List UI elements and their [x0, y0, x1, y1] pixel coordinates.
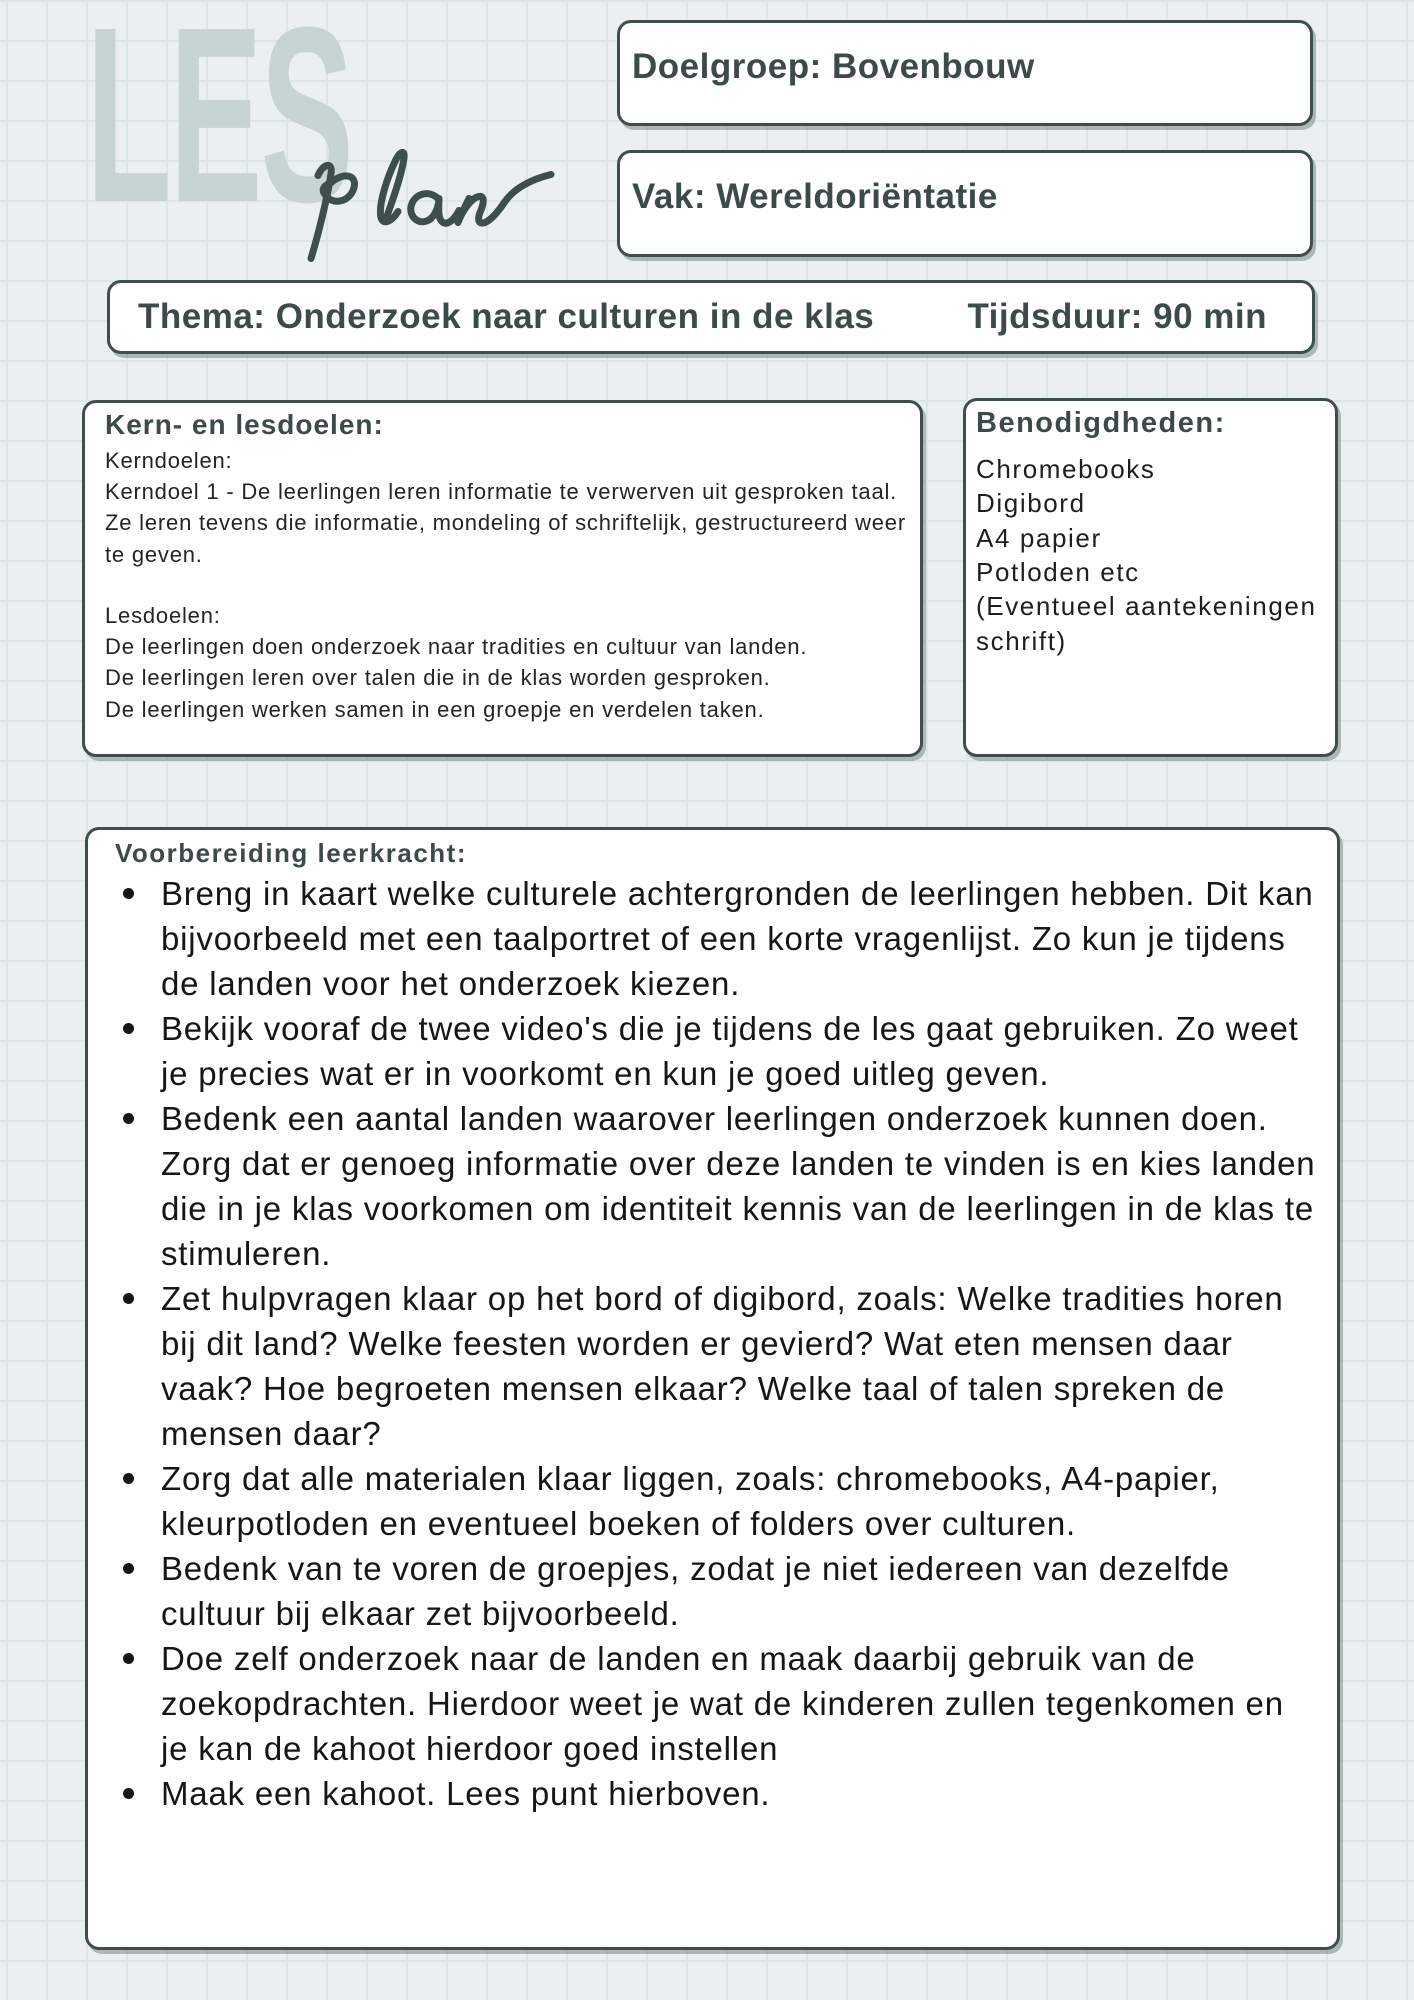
bullet-item: Bedenk een aantal landen waarover leerlingen onderzoek kunnen doen. Zorg dat er genoeg informatie over deze landen te vinden is en kies landen die in je klas voorkomen om identiteit kennis van de leerlingen in de klas te stimuleren.	[115, 1096, 1317, 1276]
kern-lesdoelen-box	[82, 400, 923, 757]
voorbereiding-title: Voorbereiding leerkracht:	[115, 838, 467, 868]
tijdsduur-label: Tijdsduur: 90 min	[967, 297, 1267, 336]
kern-lesdoelen-title: Kern- en lesdoelen:	[105, 409, 384, 440]
bullet-item: Maak een kahoot. Lees punt hierboven.	[115, 1771, 1317, 1816]
benodigdheden-item: Digibord	[976, 488, 1086, 519]
voorbereiding-list	[115, 871, 1317, 1816]
bullet-item: Zorg dat alle materialen klaar liggen, zoals: chromebooks, A4-papier, kleurpotloden en eventueel boeken of folders over culturen.	[115, 1456, 1317, 1546]
doelgroep-box	[617, 20, 1313, 126]
bullet-item: Breng in kaart welke culturele achtergronden de leerlingen hebben. Dit kan bijvoorbeeld met een taalportret of een korte vragenlijst. Zo kun je tijdens de landen voor het onderzoek kiezen.	[115, 871, 1317, 1006]
vak-label: Vak: Wereldoriëntatie	[632, 177, 998, 216]
lesdoel-line: De leerlingen leren over talen die in de klas worden gesproken.	[105, 665, 771, 691]
benodigdheden-item: (Eventueel aantekeningen schrift)	[976, 591, 1317, 656]
bullet-item: Bedenk van te voren de groepjes, zodat je niet iedereen van dezelfde cultuur bij elkaar zet bijvoorbeeld.	[115, 1546, 1317, 1636]
kerndoelen-label: Kerndoelen:	[105, 448, 233, 473]
benodigdheden-item: A4 papier	[976, 522, 1102, 553]
bullet-item: Doe zelf onderzoek naar de landen en maak daarbij gebruik van de zoekopdrachten. Hierdoor weet je wat de kinderen zullen tegenkomen en je kan de kahoot hierdoor goed instellen	[115, 1636, 1317, 1771]
thema-box	[107, 280, 1315, 354]
benodigdheden-item: Potloden etc	[976, 556, 1140, 587]
vak-box	[617, 150, 1313, 257]
kerndoel-text: Kerndoel 1 - De leerlingen leren informatie te verwerven uit gesproken taal. Ze leren tevens die informatie, mondeling of schriftelijk, gestructureerd weer te geven.	[105, 479, 906, 567]
bullet-item: Zet hulpvragen klaar op het bord of digibord, zoals: Welke tradities horen bij dit land? Welke feesten worden er gevierd? Wat eten mensen daar vaak? Hoe begroeten mensen elkaar? Welke taal of talen spreken de mensen daar?	[115, 1276, 1317, 1456]
bullet-item: Bekijk vooraf de twee video's die je tijdens de les gaat gebruiken. Zo weet je precies wat er in voorkomt en kun je goed uitleg geven.	[115, 1006, 1317, 1096]
thema-label: Thema: Onderzoek naar culturen in de klas	[138, 297, 875, 336]
lesdoelen-label: Lesdoelen:	[105, 602, 221, 628]
logo-plan-script-icon	[288, 140, 568, 268]
lesdoel-line: De leerlingen werken samen in een groepje en verdelen taken.	[105, 696, 765, 722]
spacer	[105, 570, 912, 600]
benodigdheden-item: Chromebooks	[976, 454, 1156, 484]
doelgroep-label: Doelgroep: Bovenbouw	[632, 47, 1035, 86]
benodigdheden-box	[963, 398, 1338, 757]
voorbereiding-box	[85, 827, 1340, 1950]
logo-les-text: LES	[86, 0, 352, 254]
benodigdheden-title: Benodigdheden:	[976, 407, 1226, 439]
lesdoel-line: De leerlingen doen onderzoek naar tradities en cultuur van landen.	[105, 634, 808, 660]
